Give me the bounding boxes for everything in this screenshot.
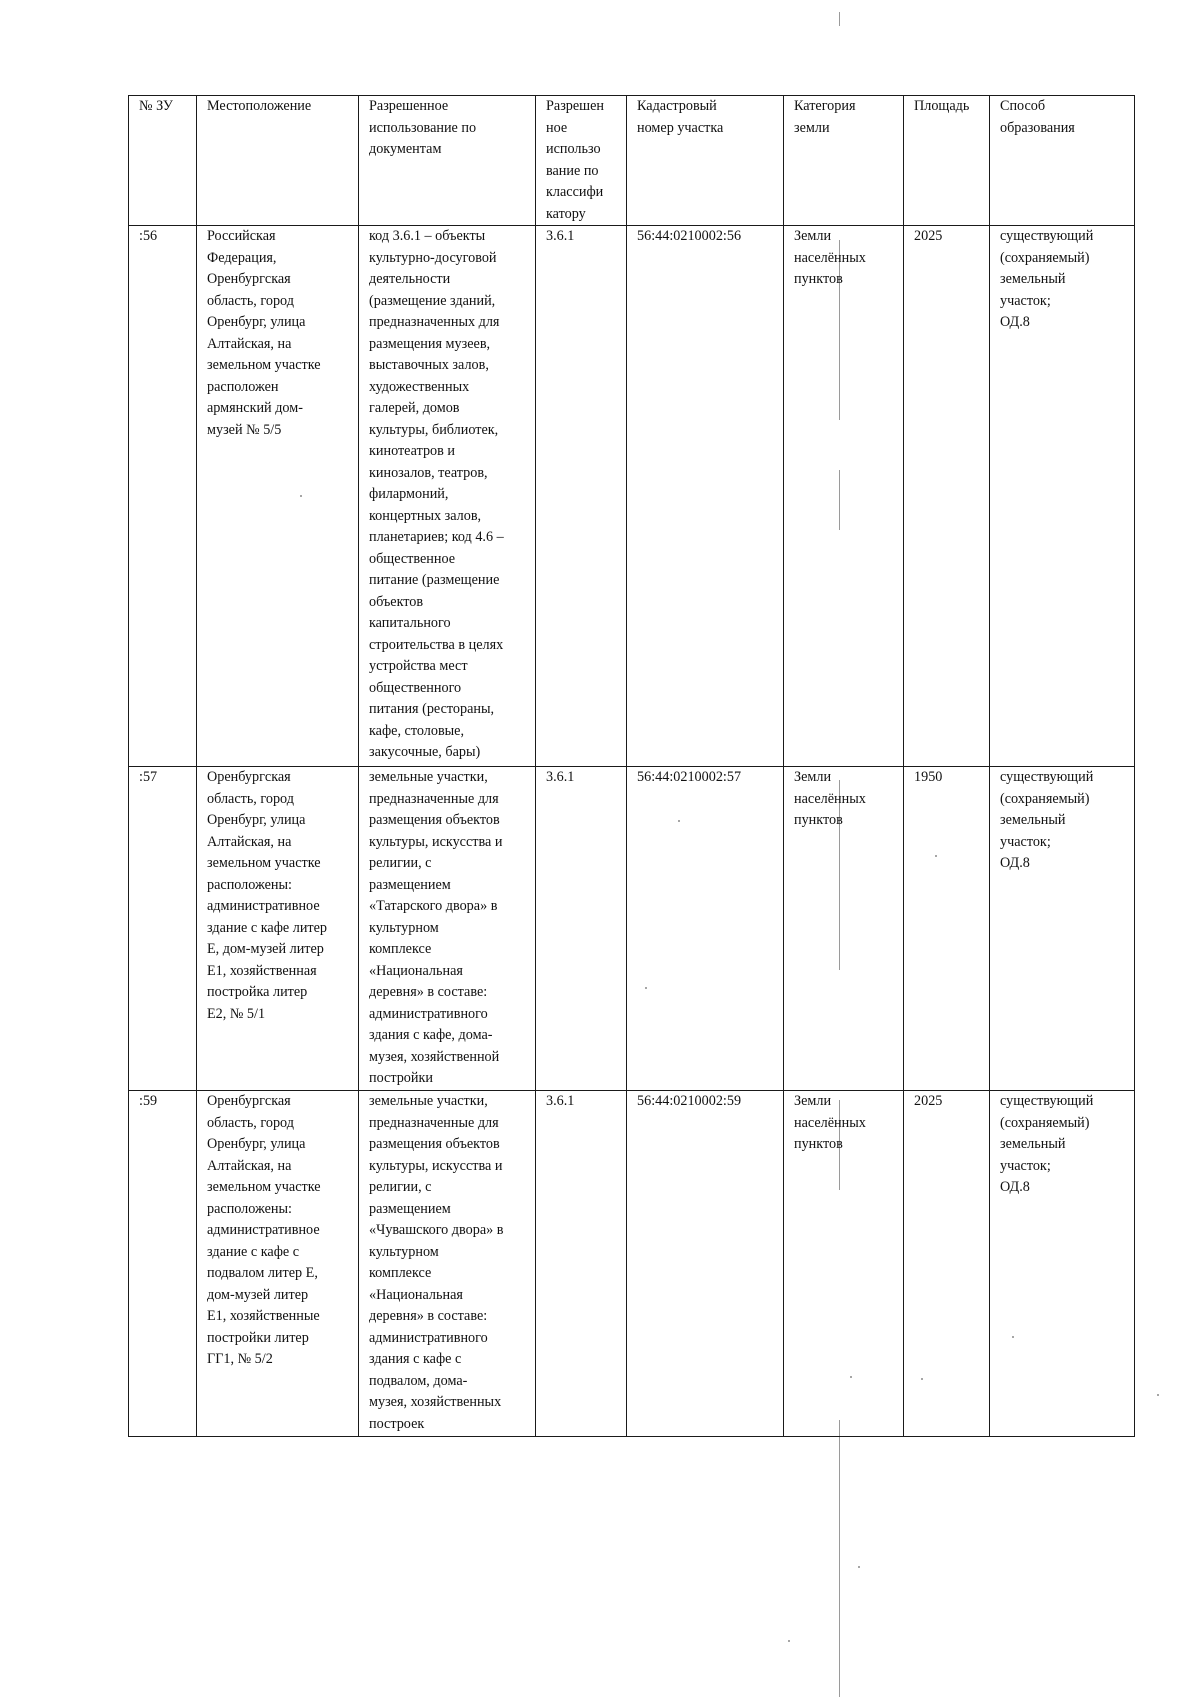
- cell-land-category: Земли населённых пунктов: [784, 767, 904, 1091]
- cell-area: 2025: [904, 1091, 990, 1437]
- cell-plot-number: :56: [129, 226, 197, 767]
- cell-permitted-use-classifier: 3.6.1: [536, 1091, 627, 1437]
- cell-cadastral-number: 56:44:0210002:59: [627, 1091, 784, 1437]
- header-plot-number: № ЗУ: [129, 96, 197, 226]
- cell-plot-number: :59: [129, 1091, 197, 1437]
- cell-area: 1950: [904, 767, 990, 1091]
- header-formation-method: Способ образования: [990, 96, 1135, 226]
- table-row: [129, 1091, 1135, 1437]
- cell-permitted-use-classifier: 3.6.1: [536, 767, 627, 1091]
- scan-artifact-line: [839, 1420, 840, 1697]
- header-permitted-use-docs: Разрешенное использование по документам: [359, 96, 536, 226]
- cell-area: 2025: [904, 226, 990, 767]
- cell-land-category: Земли населённых пунктов: [784, 1091, 904, 1437]
- cell-cadastral-number: 56:44:0210002:57: [627, 767, 784, 1091]
- scan-artifact-dot: [1157, 1394, 1159, 1396]
- cell-location: Российская Федерация, Оренбургская область, город Оренбург, улица Алтайская, на земельном участке расположен армянский дом- музей № 5/5: [197, 226, 359, 767]
- scan-artifact-dot: [788, 1640, 790, 1642]
- scan-artifact-line: [839, 12, 840, 26]
- cell-formation-method: существующий (сохраняемый) земельный участок; ОД.8: [990, 1091, 1135, 1437]
- header-cadastral-number: Кадастровый номер участка: [627, 96, 784, 226]
- cell-formation-method: существующий (сохраняемый) земельный участок; ОД.8: [990, 226, 1135, 767]
- cell-plot-number: :57: [129, 767, 197, 1091]
- cell-permitted-use-docs: код 3.6.1 – объекты культурно-досуговой деятельности (размещение зданий, предназначенных для размещения музеев, выставочных залов, художественных галерей, домов культуры, библиотек, кинотеатров и кинозалов, театров, филармоний, концертных залов, планетариев; код 4.6 – общественное питание (размещение объектов капитального строительства в целях устройства мест общественного питания (рестораны, кафе, столовые, закусочные, бары): [359, 226, 536, 767]
- cell-permitted-use-classifier: 3.6.1: [536, 226, 627, 767]
- table-row: [129, 226, 1135, 767]
- cell-permitted-use-docs: земельные участки, предназначенные для размещения объектов культуры, искусства и религии, с размещением «Чувашского двора» в культурном комплексе «Национальная деревня» в составе: административного здания с кафе с подвалом, дома- музея, хозяйственных построек: [359, 1091, 536, 1437]
- cell-location: Оренбургская область, город Оренбург, улица Алтайская, на земельном участке расположены: административное здание с кафе литер Е, дом-музей литер Е1, хозяйственная постройка литер Е2, № 5/1: [197, 767, 359, 1091]
- table-header-row: [129, 96, 1135, 226]
- cell-permitted-use-docs: земельные участки, предназначенные для размещения объектов культуры, искусства и религии, с размещением «Татарского двора» в культурном комплексе «Национальная деревня» в составе: административного здания с кафе, дома- музея, хозяйственной постройки: [359, 767, 536, 1091]
- header-area: Площадь: [904, 96, 990, 226]
- land-plots-table: [128, 95, 1135, 1437]
- cell-land-category: Земли населённых пунктов: [784, 226, 904, 767]
- cell-location: Оренбургская область, город Оренбург, улица Алтайская, на земельном участке расположены: административное здание с кафе с подвалом литер Е, дом-музей литер Е1, хозяйственные постройки литер ГГ1, № 5/2: [197, 1091, 359, 1437]
- header-permitted-use-classifier: Разрешен ное использо вание по классифи катору: [536, 96, 627, 226]
- scan-artifact-dot: [858, 1566, 860, 1568]
- cell-cadastral-number: 56:44:0210002:56: [627, 226, 784, 767]
- table-row: [129, 767, 1135, 1091]
- cell-formation-method: существующий (сохраняемый) земельный участок; ОД.8: [990, 767, 1135, 1091]
- header-location: Местоположение: [197, 96, 359, 226]
- header-land-category: Категория земли: [784, 96, 904, 226]
